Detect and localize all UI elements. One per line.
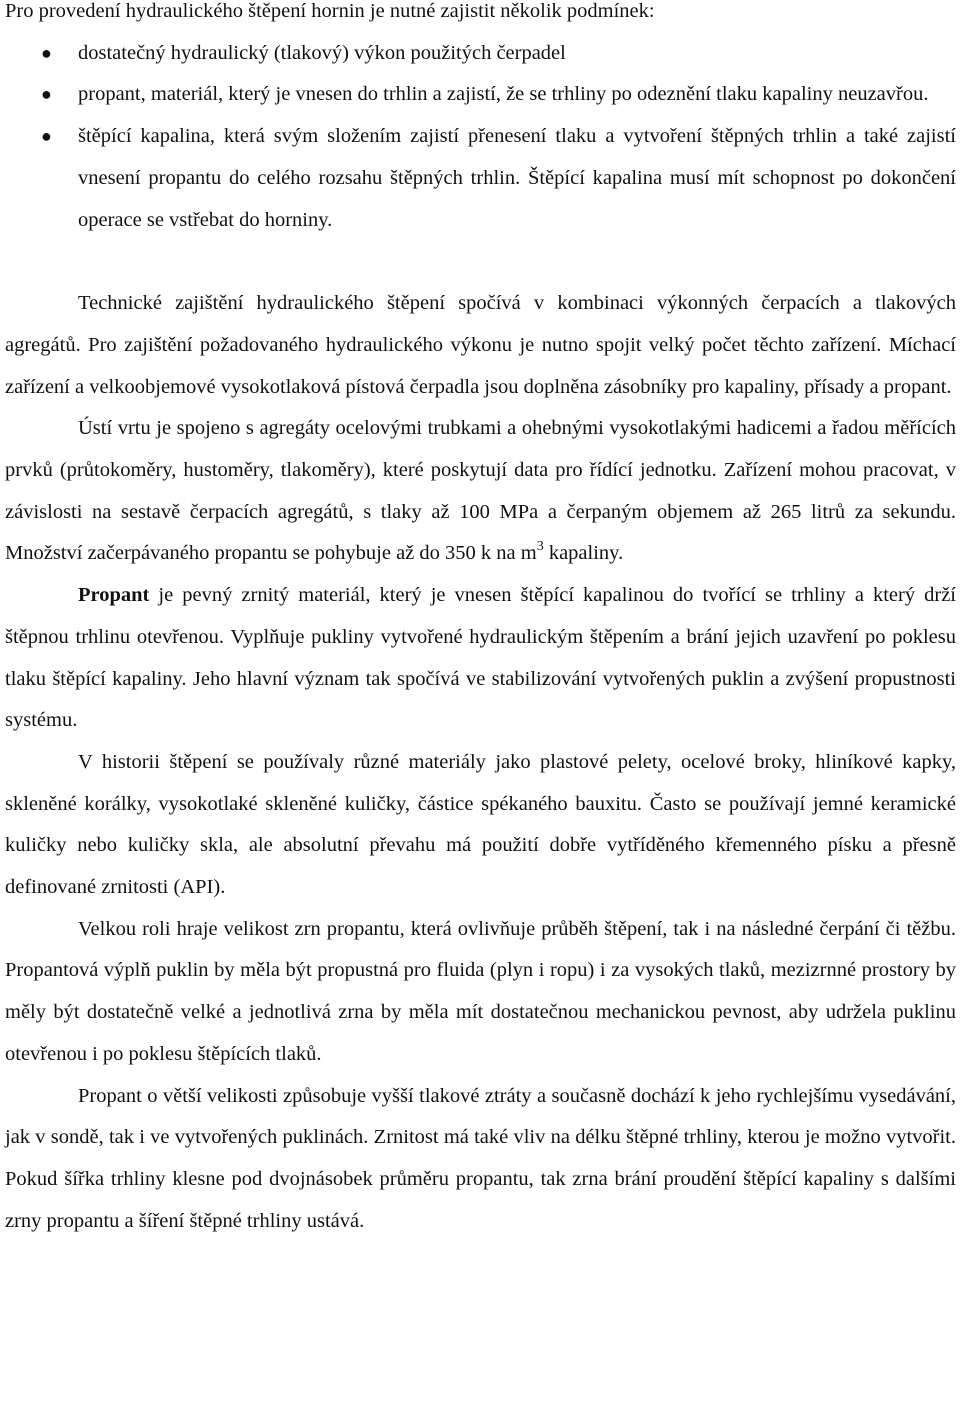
bullet-icon: ● (41, 42, 52, 63)
conditions-list (5, 33, 956, 242)
paragraph-wellhead (5, 408, 956, 575)
paragraph-wellhead-text: Ústí vrtu je spojeno s agregáty ocelovými trubkami a ohebnými vysokotlakými hadicemi a řadou měřících prvků (průtokoměry, hustoměry, tlakoměry), které poskytují data pro řídící jednotku. Zařízení mohou pracovat, v závislosti na sestavě čerpacích agregátů, s tlaky až 100 MPa a čerpaným objemem až 265 litrů za sekundu. Množství začerpávaného propantu se pohybuje až do 350 k na m (5, 417, 956, 565)
paragraph-grain-size: Velkou roli hraje velikost zrn propantu, která ovlivňuje průběh štěpení, tak i na následné čerpání či těžbu. Propantová výplň puklin by měla být propustná pro fluida (plyn i ropu) i za vysokých tlaků, mezizrnné prostory by měly být dostatečně velké a jednotlivá zrna by měla mít dostatečnou mechanickou pevnost, aby udržela puklinu otevřenou i po poklesu štěpících tlaků. (5, 917, 956, 1065)
bullet-icon: ● (41, 84, 52, 105)
bullet-icon: ● (41, 126, 52, 147)
paragraph-technical-setup: Technické zajištění hydraulického štěpení spočívá v kombinaci výkonných čerpacích a tlakových agregátů. Pro zajištění požadovaného hydraulického výkonu je nutno spojit velký počet těchto zařízení. Míchací zařízení a velkoobjemové vysokotlaková pístová čerpadla jsou doplněna zásobníky pro kapaliny, přísady a propant. (5, 292, 956, 398)
proppant-term: Propant (78, 584, 150, 607)
paragraph-wellhead-tail: kapaliny. (543, 542, 624, 565)
superscript-exponent: 3 (536, 538, 544, 554)
list-item (41, 74, 956, 116)
intro-text: Pro provedení hydraulického štěpení hornin je nutné zajistit několik podmínek: (5, 0, 655, 22)
paragraph-larger-proppant: Propant o větší velikosti způsobuje vyšší tlakové ztráty a současně dochází k jeho rychlejšímu vysedávání, jak v sondě, tak i ve vytvořených puklinách. Zrnitost má také vliv na délku štěpné trhliny, kterou je možno vytvořit. Pokud šířka trhliny klesne pod dvojnásobek průměru propantu, tak zrna brání proudění štěpící kapaliny s dalšími zrny propantu a šíření štěpné trhliny ustává. (5, 1084, 956, 1232)
paragraph-proppant-text: je pevný zrnitý materiál, který je vnesen štěpící kapalinou do tvořící se trhliny a který drží štěpnou trhlinu otevřenou. Vyplňuje pukliny vytvořené hydraulickým štěpením a brání jejich uzavření po poklesu tlaku štěpící kapaliny. Jeho hlavní význam tak spočívá ve stabilizování vytvořených puklin a zvýšení propustnosti systému. (5, 584, 956, 732)
paragraph-proppant (5, 575, 956, 742)
paragraph-history: V historii štěpení se používaly různé materiály jako plastové pelety, ocelové broky, hliníkové kapky, skleněné korálky, vysokotlaké skleněné kuličky, částice spékaného bauxitu. Často se používají jemné keramické kuličky nebo kuličky skla, ale absolutní převahu má použití dobře vytříděného křemenného písku a přesně definované zrnitosti (API). (5, 750, 956, 899)
list-item-text: dostatečný hydraulický (tlakový) výkon použitých čerpadel (78, 41, 566, 64)
list-item (41, 116, 956, 241)
list-item-text: štěpící kapalina, která svým složením zajistí přenesení tlaku a vytvoření štěpných trhlin a také zajistí vnesení propantu do celého rozsahu štěpných trhlin. Štěpící kapalina musí mít schopnost po dokončení operace se vstřebat do horniny. (78, 125, 956, 231)
list-item-text: propant, materiál, který je vnesen do trhlin a zajistí, že se trhliny po odeznění tlaku kapaliny neuzavřou. (78, 83, 929, 106)
list-item (41, 33, 956, 75)
